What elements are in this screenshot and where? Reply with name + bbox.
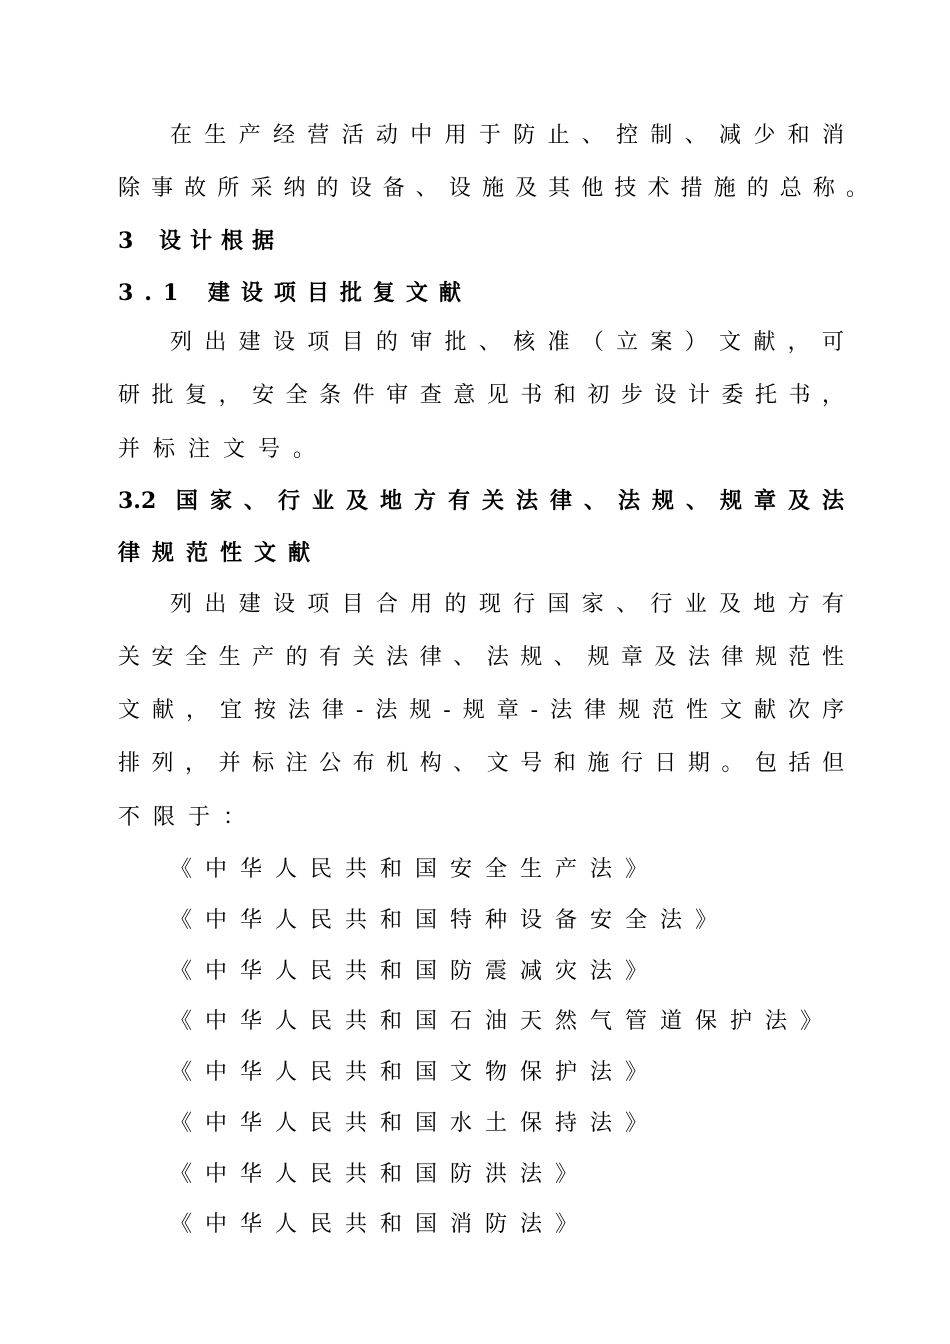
section-3-2-line-4: 排列，并标注公布机构、文号和施行日期。包括但	[118, 751, 844, 776]
law-list-item: 《中华人民共和国消防法》	[170, 1212, 591, 1237]
section-3-1-line-2: 研批复，安全条件审查意见书和初步设计委托书，	[118, 383, 844, 408]
law-list-item: 《中华人民共和国防震减灾法》	[170, 959, 661, 984]
law-list-item: 《中华人民共和国特种设备安全法》	[170, 908, 731, 933]
definition-line-2: 除事故所采纳的设备、设施及其他技术措施的总称。	[118, 176, 868, 201]
section-3-1-line-1: 列出建设项目的审批、核准（立案）文献，可	[170, 330, 844, 355]
section-3-2-line-2: 关安全生产的有关法律、法规、规章及法律规范性	[118, 645, 844, 670]
law-list-item: 《中华人民共和国安全生产法》	[170, 857, 661, 882]
section-3-2-line-1: 列出建设项目合用的现行国家、行业及地方有	[170, 592, 844, 617]
section-3-2-line-5: 不限于：	[118, 805, 259, 830]
law-list-item: 《中华人民共和国文物保护法》	[170, 1060, 661, 1085]
heading-3-2-line-2: 律规范性文献	[118, 540, 323, 566]
law-list-item: 《中华人民共和国水土保持法》	[170, 1111, 661, 1136]
heading-3-2-line-1: 3.2 国家、行业及地方有关法律、法规、规章及法	[118, 488, 844, 514]
law-list-item: 《中华人民共和国防洪法》	[170, 1162, 591, 1187]
section-3-2-line-3: 文献，宜按法律-法规-规章-法律规范性文献次序	[118, 698, 844, 723]
heading-3: 3 设计根据	[118, 228, 283, 254]
law-list-item: 《中华人民共和国石油天然气管道保护法》	[170, 1009, 836, 1034]
definition-line-1: 在生产经营活动中用于防止、控制、减少和消	[170, 123, 844, 148]
section-3-1-line-3: 并标注文号。	[118, 437, 329, 462]
heading-3-1: 3.1 建设项目批复文献	[118, 280, 472, 306]
